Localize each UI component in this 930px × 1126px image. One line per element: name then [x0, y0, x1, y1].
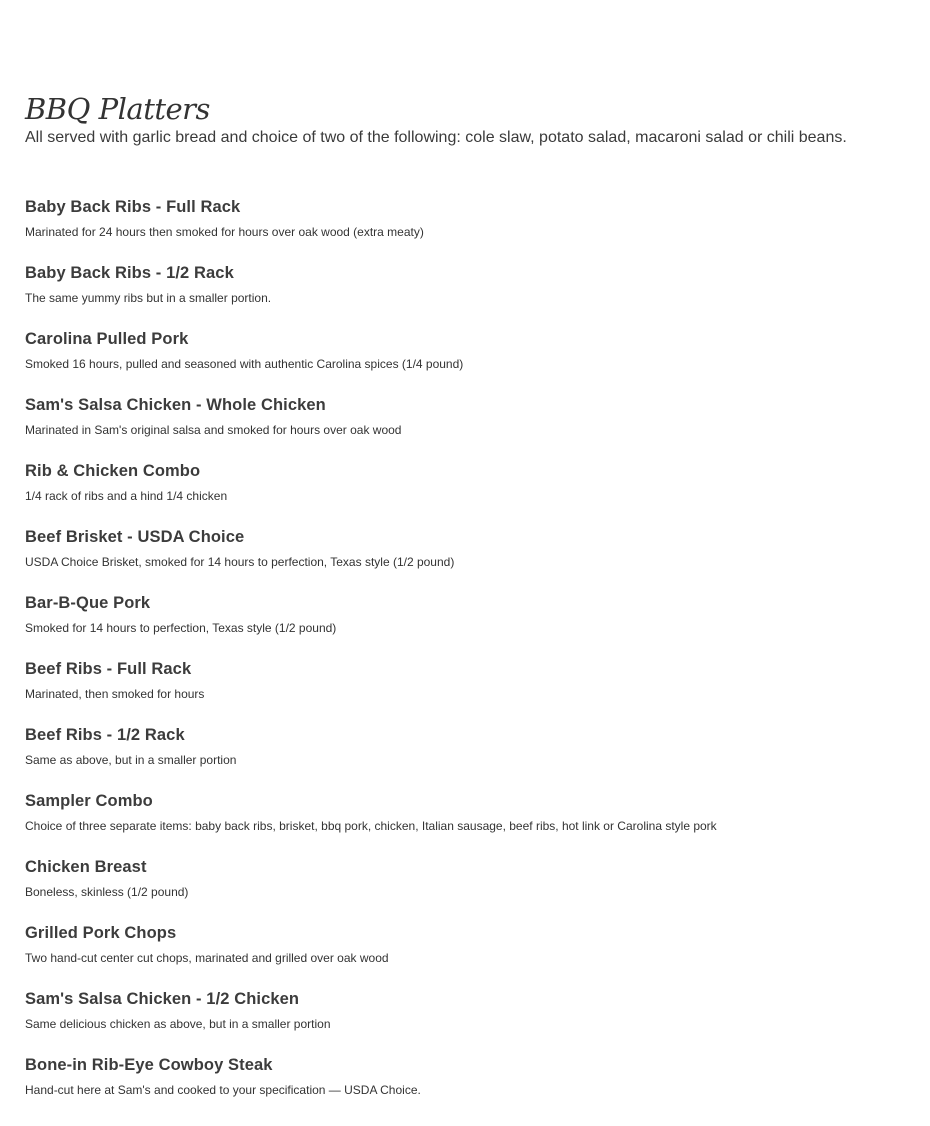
menu-item-name: Chicken Breast: [25, 858, 147, 876]
menu-item-name: Sam's Salsa Chicken - Whole Chicken: [25, 396, 326, 414]
menu-item-description: 1/4 rack of ribs and a hind 1/4 chicken: [25, 489, 228, 503]
menu-item-name: Grilled Pork Chops: [25, 924, 177, 942]
menu-item-name: Bar-B-Que Pork: [25, 594, 151, 612]
menu-item-description: Marinated for 24 hours then smoked for hours over oak wood (extra meaty): [25, 225, 424, 239]
section-subtitle: All served with garlic bread and choice of two of the following: cole slaw, potato salad, macaroni salad or chili beans.: [25, 129, 847, 146]
menu-item: [25, 328, 725, 375]
menu-item: [25, 526, 725, 573]
menu-item-description: Marinated, then smoked for hours: [25, 687, 205, 701]
menu-item-description: Marinated in Sam's original salsa and smoked for hours over oak wood: [25, 423, 402, 437]
menu-item: [25, 790, 725, 837]
menu-item: [25, 856, 725, 903]
menu-item: [25, 262, 725, 309]
menu-item-description: Smoked 16 hours, pulled and seasoned with authentic Carolina spices (1/4 pound): [25, 357, 464, 371]
menu-item-name: Baby Back Ribs - 1/2 Rack: [25, 264, 234, 282]
menu-item: [25, 988, 725, 1035]
menu-item-description: Two hand-cut center cut chops, marinated and grilled over oak wood: [25, 951, 389, 965]
menu-item-description: Same delicious chicken as above, but in a smaller portion: [25, 1017, 331, 1031]
menu-item-name: Bone-in Rib-Eye Cowboy Steak: [25, 1056, 273, 1074]
menu-item-list: [25, 196, 725, 1120]
menu-item: [25, 460, 725, 507]
menu-item-description: Hand-cut here at Sam's and cooked to your specification — USDA Choice.: [25, 1083, 421, 1097]
menu-item-description: Choice of three separate items: baby back ribs, brisket, bbq pork, chicken, Italian sausage, beef ribs, hot link or Carolina style pork: [25, 819, 717, 833]
menu-item: [25, 196, 725, 243]
menu-item: [25, 1054, 725, 1101]
menu-item-name: Beef Ribs - Full Rack: [25, 660, 192, 678]
menu-item-name: Beef Brisket - USDA Choice: [25, 528, 245, 546]
menu-item: [25, 724, 725, 771]
menu-item-name: Rib & Chicken Combo: [25, 462, 201, 480]
menu-item: [25, 922, 725, 969]
menu-item: [25, 394, 725, 441]
menu-item-description: Smoked for 14 hours to perfection, Texas style (1/2 pound): [25, 621, 337, 635]
menu-item-description: Boneless, skinless (1/2 pound): [25, 885, 189, 899]
menu-item-description: Same as above, but in a smaller portion: [25, 753, 237, 767]
menu-item-description: USDA Choice Brisket, smoked for 14 hours to perfection, Texas style (1/2 pound): [25, 555, 455, 569]
menu-section-header: [25, 90, 915, 148]
menu-item-name: Carolina Pulled Pork: [25, 330, 189, 348]
menu-item: [25, 658, 725, 705]
menu-item-name: Sam's Salsa Chicken - 1/2 Chicken: [25, 990, 300, 1008]
menu-item-description: The same yummy ribs but in a smaller portion.: [25, 291, 272, 305]
menu-item-name: Baby Back Ribs - Full Rack: [25, 198, 241, 216]
menu-item: [25, 592, 725, 639]
section-title: BBQ Platters: [25, 92, 210, 126]
menu-item-name: Sampler Combo: [25, 792, 153, 810]
menu-item-name: Beef Ribs - 1/2 Rack: [25, 726, 185, 744]
